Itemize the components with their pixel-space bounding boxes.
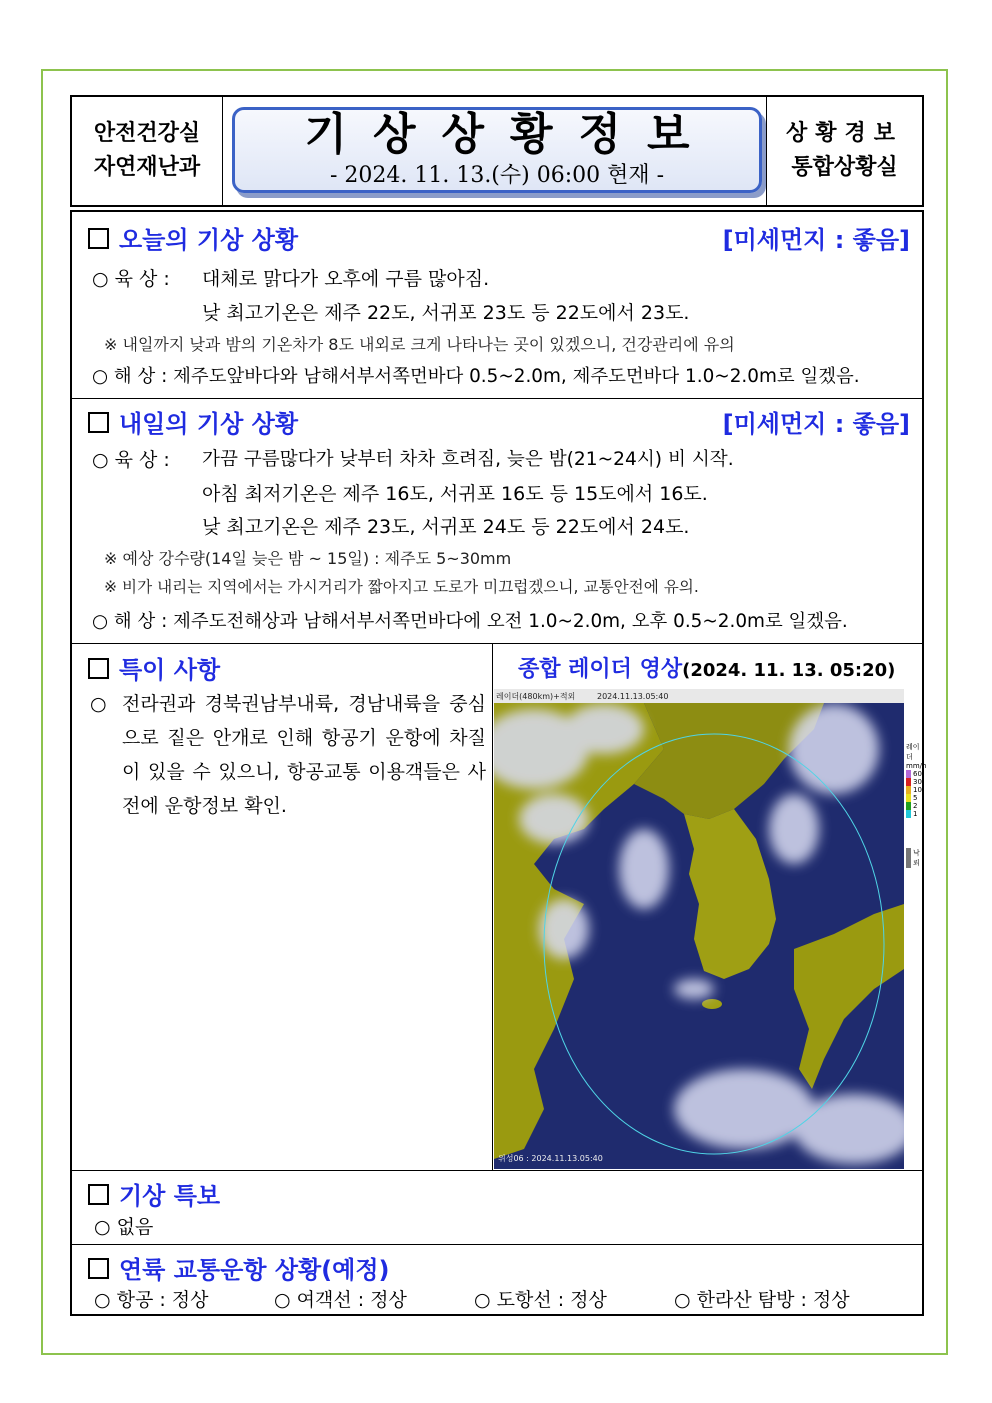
department-line1: 안전건강실 [93,121,201,146]
title-box [232,107,762,193]
report-header [70,95,924,207]
checkbox-icon [88,1258,109,1279]
radar-satellite-map [494,689,904,1169]
traffic-island-ferry: ○ 도항선 : 정상 [474,1289,607,1311]
checkbox-icon [88,412,109,433]
divider [72,1170,922,1171]
bullet-icon: ○ [90,693,107,715]
tomorrow-precip-note: ※ 예상 강수량(14일 늦은 밤 ~ 15일) : 제주도 5~30mm [104,549,512,568]
tomorrow-land-line1: 가끔 구름많다가 낮부터 차차 흐려짐, 늦은 밤(21~24시) 비 시작. [202,449,734,470]
tomorrow-land-label: ○ 육 상 : [92,449,170,471]
office-line1: 상황경보 [785,121,903,146]
tomorrow-dust-status: [미세먼지 : 좋음] [722,410,910,438]
legend-10: 10 [906,786,922,794]
divider [72,398,922,399]
divider [72,643,922,644]
radar-title: 종합 레이더 영상(2024. 11. 13. 05:20) [518,657,896,682]
radar-image-label: 레이더(480km)+적외 [496,692,576,701]
legend-1: 1 [906,810,922,818]
traffic-air: ○ 항공 : 정상 [94,1289,209,1311]
checkbox-icon [88,658,109,679]
legend-30: 30 [906,778,922,786]
today-dust-status: [미세먼지 : 좋음] [722,226,910,254]
radar-image-footer: 위성06 : 2024.11.13.05:40 [498,1154,603,1163]
legend-2: 2 [906,802,922,810]
warning-text: ○ 없음 [94,1216,154,1238]
legend-lightning: 낙뢰 [906,848,922,868]
column-divider [492,644,493,1170]
radar-legend [906,742,927,1002]
legend-60: 60 [906,770,922,778]
report-datetime: - 2024. 11. 13.(수) 06:00 현재 - [329,163,665,188]
special-notice [90,687,486,823]
today-land-label: ○ 육 상 : [92,268,170,290]
traffic-hallasan: ○ 한라산 탐방 : 정상 [674,1289,850,1311]
office-line2: 통합상황실 [791,155,898,180]
issuing-department [72,97,223,205]
report-title: 기상상황정보 [304,109,716,160]
today-sea: ○ 해 상 : 제주도앞바다와 남해서부서쪽먼바다 0.5~2.0m, 제주도먼바다 1.0~2.0m로 일겠음. [92,366,860,387]
today-land-line1: 대체로 맑다가 오후에 구름 많아짐. [202,268,490,290]
warning-section-title: 기상 특보 [88,1176,220,1211]
special-section-title: 특이 사항 [88,650,220,685]
radar-image [494,689,904,1169]
tomorrow-traffic-note: ※ 비가 내리는 지역에서는 가시거리가 짧아지고 도로가 미끄럽겠으니, 교통안전에 유의. [104,578,699,596]
divider [72,1244,922,1245]
checkbox-icon [88,228,109,249]
radar-image-time: 2024.11.13.05:40 [597,692,669,701]
checkbox-icon [88,1184,109,1205]
tomorrow-land-line3: 낮 최고기온은 제주 23도, 서귀포 24도 등 22도에서 24도. [202,516,690,538]
today-land-line2: 낮 최고기온은 제주 22도, 서귀포 23도 등 22도에서 23도. [202,302,690,324]
special-notice-text: 전라권과 경북권남부내륙, 경남내륙을 중심으로 짙은 안개로 인해 항공기 운항에 차질이 있을 수 있으니, 항공교통 이용객들은 사전에 운항정보 확인. [122,693,486,817]
today-section-title: 오늘의 기상 상황 [88,220,298,255]
tomorrow-sea: ○ 해 상 : 제주도전해상과 남해서부서쪽먼바다에 오전 1.0~2.0m, 오후 0.5~2.0m로 일겠음. [92,611,848,632]
report-body [70,210,927,1316]
legend-5: 5 [906,794,922,802]
traffic-ferry: ○ 여객선 : 정상 [274,1289,407,1311]
traffic-section-title: 연륙 교통운항 상황(예정) [88,1250,390,1285]
department-line2: 자연재난과 [93,155,201,180]
tomorrow-land-line2: 아침 최저기온은 제주 16도, 서귀포 16도 등 15도에서 16도. [202,483,708,505]
receiving-office [766,97,922,205]
today-note: ※ 내일까지 낮과 밤의 기온차가 8도 내외로 크게 나타나는 곳이 있겠으니, 건강관리에 유의 [104,335,735,354]
tomorrow-section-title: 내일의 기상 상황 [88,404,298,439]
legend-unit: mm/h [906,762,927,770]
legend-title: 레이더 [906,743,920,761]
